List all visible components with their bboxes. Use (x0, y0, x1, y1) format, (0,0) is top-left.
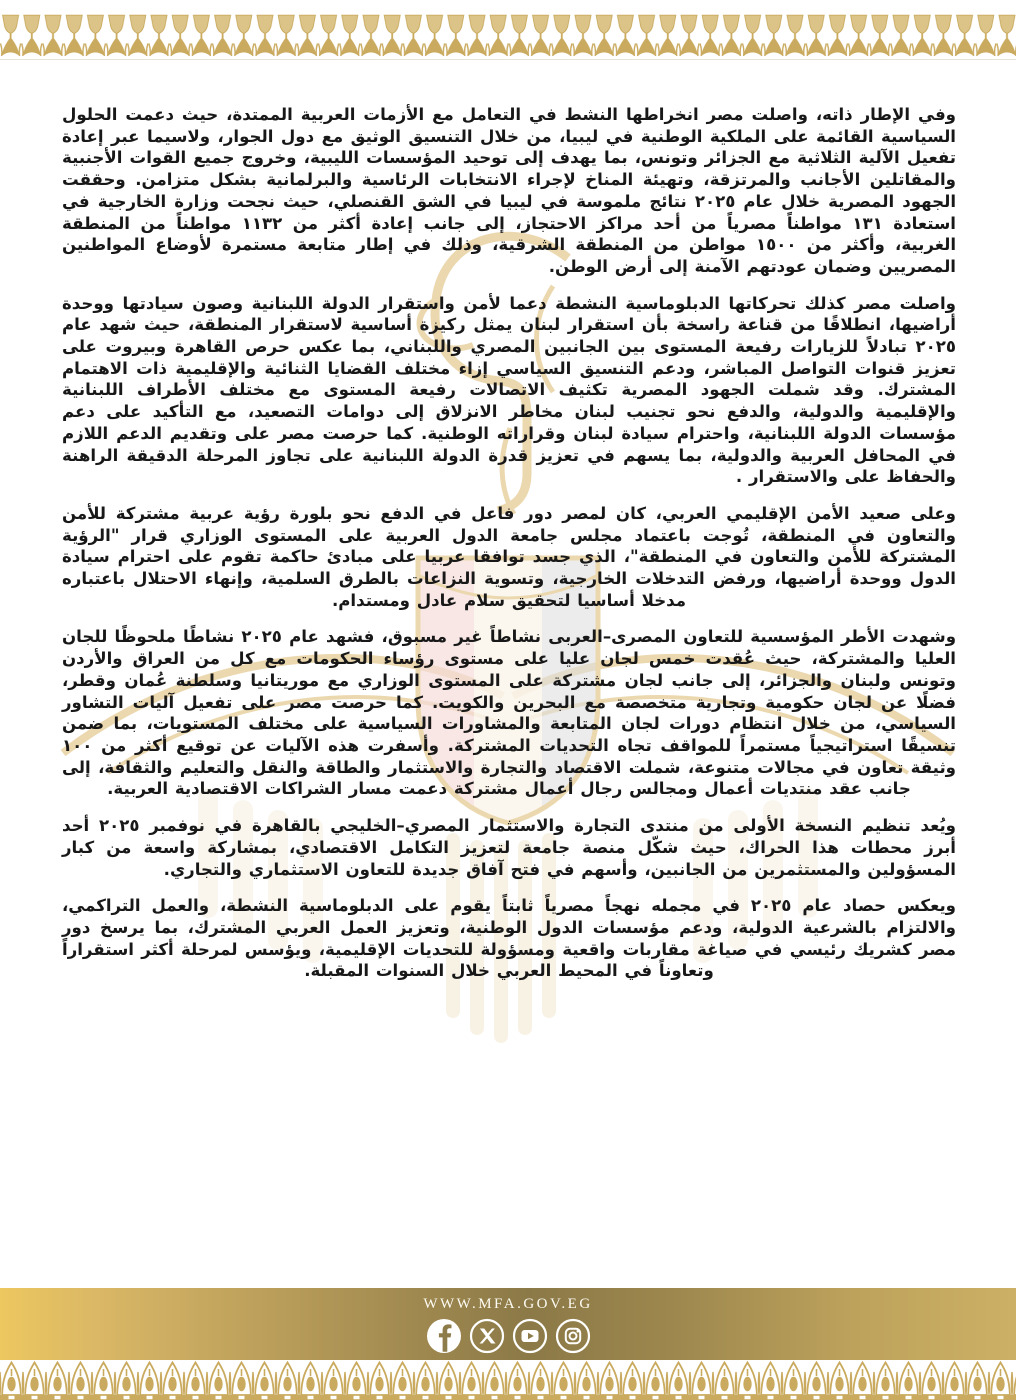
top-border-divider (0, 59, 1016, 60)
document-body (62, 104, 956, 997)
facebook-icon[interactable] (426, 1318, 462, 1354)
top-lotus-border (0, 14, 1016, 58)
social-icons-row (426, 1318, 591, 1354)
body-paragraph: وفي الإطار ذاته، واصلت مصر انخراطها النشط في التعامل مع الأزمات العربية الممتدة، حيث دعمت الحلول السياسية القائمة على الملكية الوطنية في ليبيا، من خلال التنسيق الوثيق مع دول الجوار، ولاسيما عبر إعادة تفعيل الآلية الثلاثية مع الجزائر وتونس، بما يهدف إلى توحيد المؤسسات الليبية، وخروج جميع القوات الأجنبية والمقاتلين الأجانب والمرتزقة، وتهيئة المناخ لإجراء الانتخابات الرئاسية والبرلمانية بشكل متزامن. وحققت الجهود المصرية خلال عام ٢٠٢٥ نتائج ملموسة في ليبيا في الشق القنصلي، حيث نجحت وزارة الخارجية في استعادة ١٣١ مواطناً مصرياً من أحد مراكز الاحتجاز، إلى جانب إعادة أكثر من ١١٣٢ مواطناً من المنطقة الغربية، وأكثر من ١٥٠٠ مواطن من المنطقة الشرقية، وذلك في إطار متابعة مستمرة لأوضاع المواطنين المصريين وضمان عودتهم الآمنة إلى أرض الوطن. (62, 105, 957, 276)
website-url[interactable]: WWW.MFA.GOV.EG (423, 1295, 593, 1312)
x-twitter-icon[interactable] (469, 1318, 505, 1354)
body-paragraph: وشهدت الأطر المؤسسية للتعاون المصرى–العربى نشاطاً غير مسبوق، فشهد عام ٢٠٢٥ نشاطًا ملحوظًا للجان العليا والمشتركة، حيث عُقدت خمس لجان عليا على مستوى رؤساء الحكومات مع كل من العراق والأردن وتونس ولبنان والجزائر، إلى جانب لجان مشتركة على المستوى الوزاري مع موريتانيا وسلطنة عُمان وقطر، فضلًا عن لجان حكومية وتجارية متخصصة مع البحرين والكويت. كما حرصت مصر على تفعيل آليات التشاور السياسي، من خلال انتظام دورات لجان المتابعة والمشاورات السياسية على مختلف المستويات، بما ضمن تنسيقًا استراتيجياً مستمراً للمواقف تجاه التحديات المشتركة. وأسفرت هذه الآليات عن توقيع أكثر من ١٠٠ وثيقة تعاون في مجالات متنوعة، شملت الاقتصاد والتجارة والاستثمار والطاقة والنقل والتعليم والثقافة، إلى جانب عقد منتديات أعمال ومجالس رجال أعمال مشتركة دعمت مسار الشراكات الاقتصادية العربية. (62, 627, 957, 799)
body-paragraph: ويعكس حصاد عام ٢٠٢٥ في مجمله نهجاً مصرياً ثابتاً يقوم على الدبلوماسية النشطة، والعمل التراكمي، والالتزام بالشرعية الدولية، ودعم مؤسسات الدول الوطنية، وتعزيز العمل العربي المشترك، بما يرسخ دور مصر كشريك رئيسي في صياغة مقاربات واقعية ومسؤولة للتحديات الإقليمية، ويؤسس لمرحلة أكثر استقراراً وتعاوناً في المحيط العربي خلال السنوات المقبلة. (62, 896, 956, 981)
body-paragraph: واصلت مصر كذلك تحركاتها الدبلوماسية النشطة دعما لأمن واستقرار الدولة اللبنانية وصون سيادتها ووحدة أراضيها، انطلاقًا من قناعة راسخة بأن استقرار لبنان يمثل ركيزة أساسية لاستقرار المنطقة، حيث شهد عام ٢٠٢٥ تبادلاً للزيارات رفيعة المستوى بين الجانبين المصري واللبناني، بما عكس حرص القاهرة وبيروت على تعزيز قنوات التواصل المباشر، ودعم التنسيق السياسي إزاء مختلف القضايا الثنائية والإقليمية ذات الاهتمام المشترك. وقد شملت الجهود المصرية تكثيف الاتصالات رفيعة المستوى مع مختلف الأطراف اللبنانية والإقليمية والدولية، والدفع نحو تجنيب لبنان مخاطر الانزلاق إلى دوامات التصعيد، مع التأكيد على دعم مؤسسات الدولة اللبنانية، واحترام سيادة لبنان وقراراته الوطنية. كما حرصت مصر على وتقديم الدعم اللازم في المحافل العربية والدولية، بما يسهم في تعزيز قدرة الدولة اللبنانية على تجاوز المرحلة الدقيقة الراهنة والحفاظ على والاستقرار . (62, 293, 956, 487)
footer-bar (0, 1288, 1016, 1360)
bottom-lotus-border (0, 1360, 1016, 1400)
instagram-icon[interactable] (555, 1318, 591, 1354)
youtube-icon[interactable] (512, 1318, 548, 1354)
body-paragraph: وعلى صعيد الأمن الإقليمي العربي، كان لمصر دور فاعل في الدفع نحو بلورة رؤية عربية مشتركة للأمن والتعاون في المنطقة، تُوجت باعتماد مجلس جامعة الدول العربية على المستوى الوزاري قرار "الرؤية المشتركة للأمن والتعاون في المنطقة"، الذي جسد توافقا عربيا على مبادئ حاكمة تقوم على احترام سيادة الدول ووحدة أراضيها، ورفض التدخلات الخارجية، وتسوية النزاعات بالطرق السلمية، وإنهاء الاحتلال باعتباره مدخلا أساسيا لتحقيق سلام عادل ومستدام. (62, 503, 956, 610)
body-paragraph: ويُعد تنظيم النسخة الأولى من منتدى التجارة والاستثمار المصري–الخليجي بالقاهرة في نوفمبر ٢٠٢٥ أحد أبرز محطات هذا الحراك، حيث شكّل منصة جامعة لتعزيز التكامل الاقتصادي، بمشاركة واسعة من كبار المسؤولين والمستثمرين من الجانبين، وأسهم في فتح آفاق جديدة للتعاون الاستثماري والتجاري. (62, 816, 956, 879)
